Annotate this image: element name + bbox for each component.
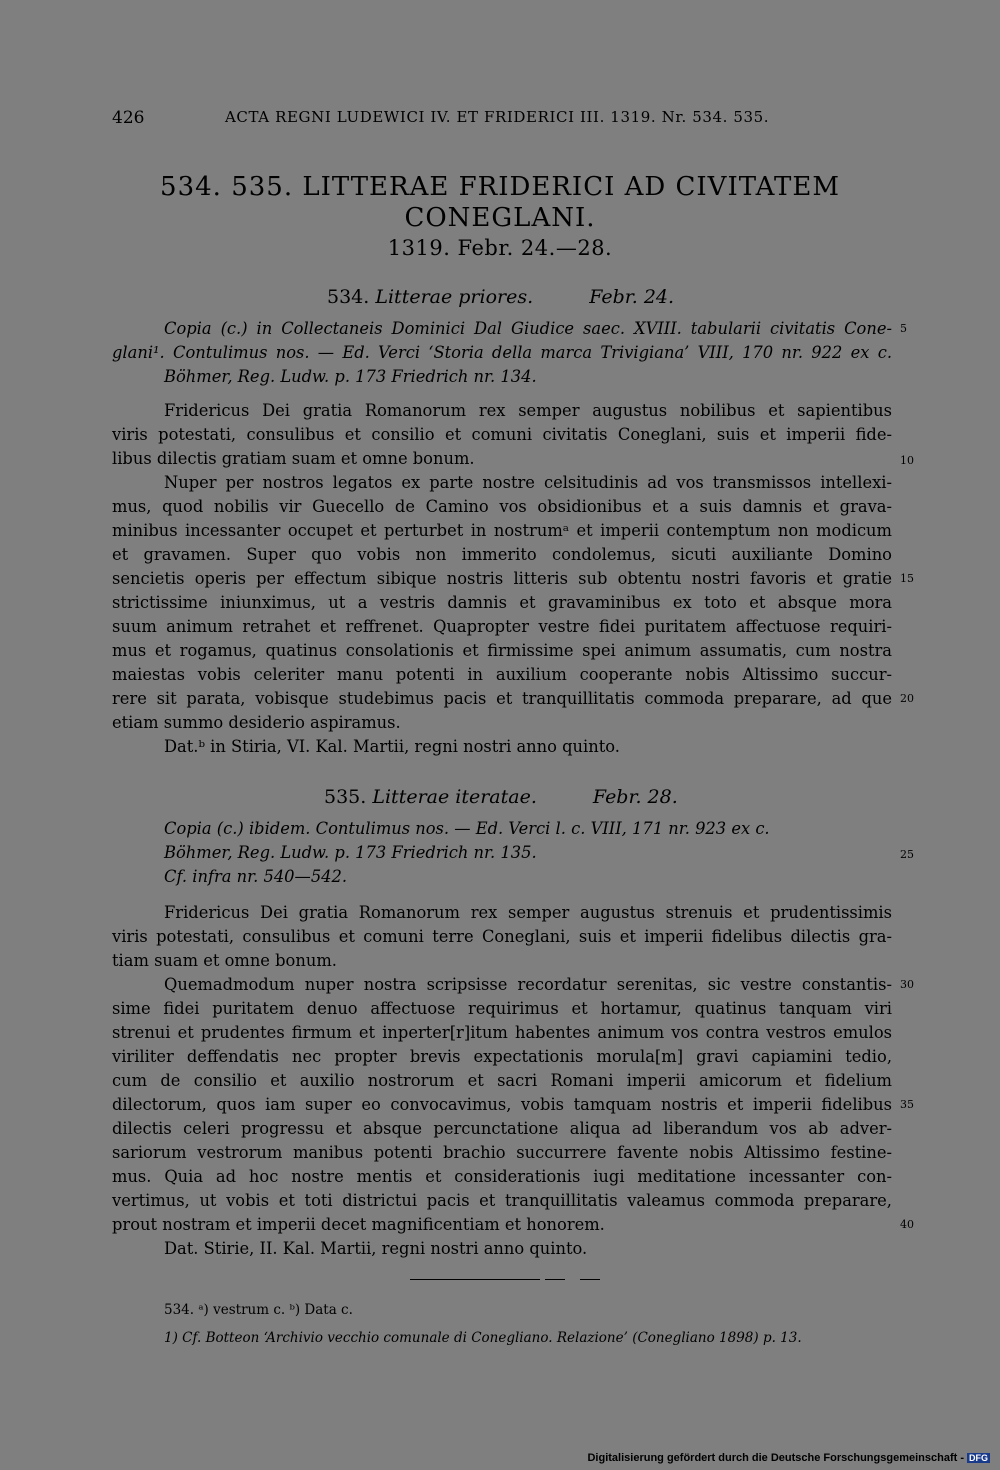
source-534-line-2: glani¹. Contulimus nos. — Ed. Verci ‘Storia della marca Trivigiana’ VIII, 170 nr. 922 ex c. xyxy=(112,343,892,362)
text-534-line: sencietis operis per effectum sibique nostris litteris sub obtentu nostri favoris et gratie xyxy=(112,569,892,588)
line-number-35: 35 xyxy=(900,1098,914,1111)
section-534-title: Litterae priores. xyxy=(375,286,534,308)
text-535-line: vertimus, ut vobis et toti districtui pacis et tranquillitatis valeamus commoda preparare, xyxy=(112,1191,892,1210)
source-534-line-1: Copia (c.) in Collectaneis Dominici Dal Giudice saec. XVIII. tabularii civitatis Cone- xyxy=(164,319,892,338)
dating-clause-535: Dat. Stirie, II. Kal. Martii, regni nostri anno quinto. xyxy=(164,1239,588,1258)
section-535-heading xyxy=(324,786,678,808)
page-number: 426 xyxy=(112,108,145,128)
text-535-line: viris potestati, consulibus et comuni terre Coneglani, suis et imperii fidelibus dilectis gra- xyxy=(112,927,892,946)
running-head: ACTA REGNI LUDEWICI IV. ET FRIDERICI III. 1319. Nr. 534. 535. xyxy=(225,108,770,126)
section-535-number: 535. xyxy=(324,786,367,808)
text-534-line: minibus incessanter occupet et perturbet in nostrumᵃ et imperii contemptum non modicum xyxy=(112,521,892,540)
text-534-line: rere sit parata, vobisque studebimus pacis et tranquillitatis commoda preparare, ad que xyxy=(112,689,892,708)
variant-footnotes: 534. ᵃ) vestrum c. ᵇ) Data c. xyxy=(164,1302,353,1318)
section-535-title: Litterae iteratae. xyxy=(372,786,537,808)
text-534-line: mus, quod nobilis vir Guecello de Camino vos obsidionibus et a suis damnis et grava- xyxy=(112,497,892,516)
text-534-line: et gravamen. Super quo vobis non immerito condolemus, sicuti auxiliante Domino xyxy=(112,545,892,564)
text-535-line: dilectis celeri progressu et absque percunctatione aliqua ad liberandum vos ab adver- xyxy=(112,1119,892,1138)
line-number-30: 30 xyxy=(900,978,914,991)
text-535-line: Fridericus Dei gratia Romanorum rex semper augustus strenuis et prudentissimis xyxy=(164,903,892,922)
source-535-line-3: Cf. infra nr. 540—542. xyxy=(164,867,348,886)
text-534-line: Nuper per nostros legatos ex parte nostre celsitudinis ad vos transmissos intellexi- xyxy=(164,473,892,492)
footnote-1: 1) Cf. Botteon ‘Archivio vecchio comunale di Conegliano. Relazione’ (Conegliano 1898) p. 13. xyxy=(164,1330,802,1346)
text-534-line: Fridericus Dei gratia Romanorum rex semper augustus nobilibus et sapientibus xyxy=(164,401,892,420)
text-535-line: cum de consilio et auxilio nostrorum et sacri Romani imperii amicorum et fidelium xyxy=(112,1071,892,1090)
text-534-line: etiam summo desiderio aspiramus. xyxy=(112,713,401,732)
title-date: 1319. Febr. 24.—28. xyxy=(387,236,613,260)
line-number-10: 10 xyxy=(900,454,914,467)
section-534-heading xyxy=(327,286,674,308)
line-number-25: 25 xyxy=(900,848,914,861)
text-535-line: dilectorum, quos iam super eo convocavimus, vobis tamquam nostris et imperii fidelibus xyxy=(112,1095,892,1114)
footnote-divider-tail xyxy=(580,1279,600,1280)
line-number-40: 40 xyxy=(900,1218,914,1231)
dating-clause-534: Dat.ᵇ in Stiria, VI. Kal. Martii, regni nostri anno quinto. xyxy=(164,737,620,756)
text-535-line: strenui et prudentes firmum et inperter[r]itum habentes animum vos contra vestros emulos xyxy=(112,1023,892,1042)
page-title: 534. 535. LITTERAE FRIDERICI AD CIVITATEM xyxy=(160,172,840,202)
line-number-5: 5 xyxy=(900,322,907,335)
source-535-line-2: Böhmer, Reg. Ludw. p. 173 Friedrich nr. 135. xyxy=(164,843,537,862)
text-535-line: tiam suam et omne bonum. xyxy=(112,951,337,970)
text-535-line: prout nostram et imperii decet magnificentiam et honorem. xyxy=(112,1215,605,1234)
dfg-logo: DFG xyxy=(969,1453,988,1463)
text-534-line: libus dilectis gratiam suam et omne bonum. xyxy=(112,449,475,468)
section-534-date: Febr. 24. xyxy=(589,286,675,308)
page-title-line2: CONEGLANI. xyxy=(404,203,596,233)
section-535-date: Febr. 28. xyxy=(592,786,678,808)
source-534-line-3: Böhmer, Reg. Ludw. p. 173 Friedrich nr. 134. xyxy=(164,367,537,386)
line-number-20: 20 xyxy=(900,692,914,705)
source-535-line-1: Copia (c.) ibidem. Contulimus nos. — Ed. Verci l. c. VIII, 171 nr. 923 ex c. xyxy=(164,819,770,838)
text-535-line: mus. Quia ad hoc nostre mentis et considerationis iugi meditatione incessanter con- xyxy=(112,1167,892,1186)
footnote-divider-tail xyxy=(545,1279,565,1280)
digitization-credit xyxy=(587,1452,990,1464)
text-535-line: Quemadmodum nuper nostra scripsisse recordatur serenitas, sic vestre constantis- xyxy=(164,975,892,994)
text-534-line: suum animum retrahet et reffrenet. Quapropter vestre fidei puritatem affectuose requiri- xyxy=(112,617,892,636)
section-534-number: 534. xyxy=(327,286,370,308)
credit-text: Digitalisierung gefördert durch die Deutsche Forschungsgemeinschaft - xyxy=(587,1452,964,1464)
text-534-line: maiestas vobis celeriter manu potenti in auxilium cooperante nobis Altissimo succur- xyxy=(112,665,892,684)
text-535-line: sime fidei puritatem denuo affectuose requirimus et hortamur, quatinus tanquam viri xyxy=(112,999,892,1018)
line-number-15: 15 xyxy=(900,572,914,585)
text-534-line: mus et rogamus, quatinus consolationis et firmissime spei animum assumatis, cum nostra xyxy=(112,641,892,660)
text-535-line: sariorum vestrorum manibus potenti brachio succurrere favente nobis Altissimo festine- xyxy=(112,1143,892,1162)
text-535-line: viriliter deffendatis nec propter brevis expectationis morula[m] gravi capiamini tedio, xyxy=(112,1047,892,1066)
text-534-line: strictissime iniunximus, ut a vestris damnis et gravaminibus ex toto et absque mora xyxy=(112,593,892,612)
footnote-divider xyxy=(410,1279,540,1280)
text-534-line: viris potestati, consulibus et consilio et comuni civitatis Coneglani, suis et imperii fide- xyxy=(112,425,892,444)
